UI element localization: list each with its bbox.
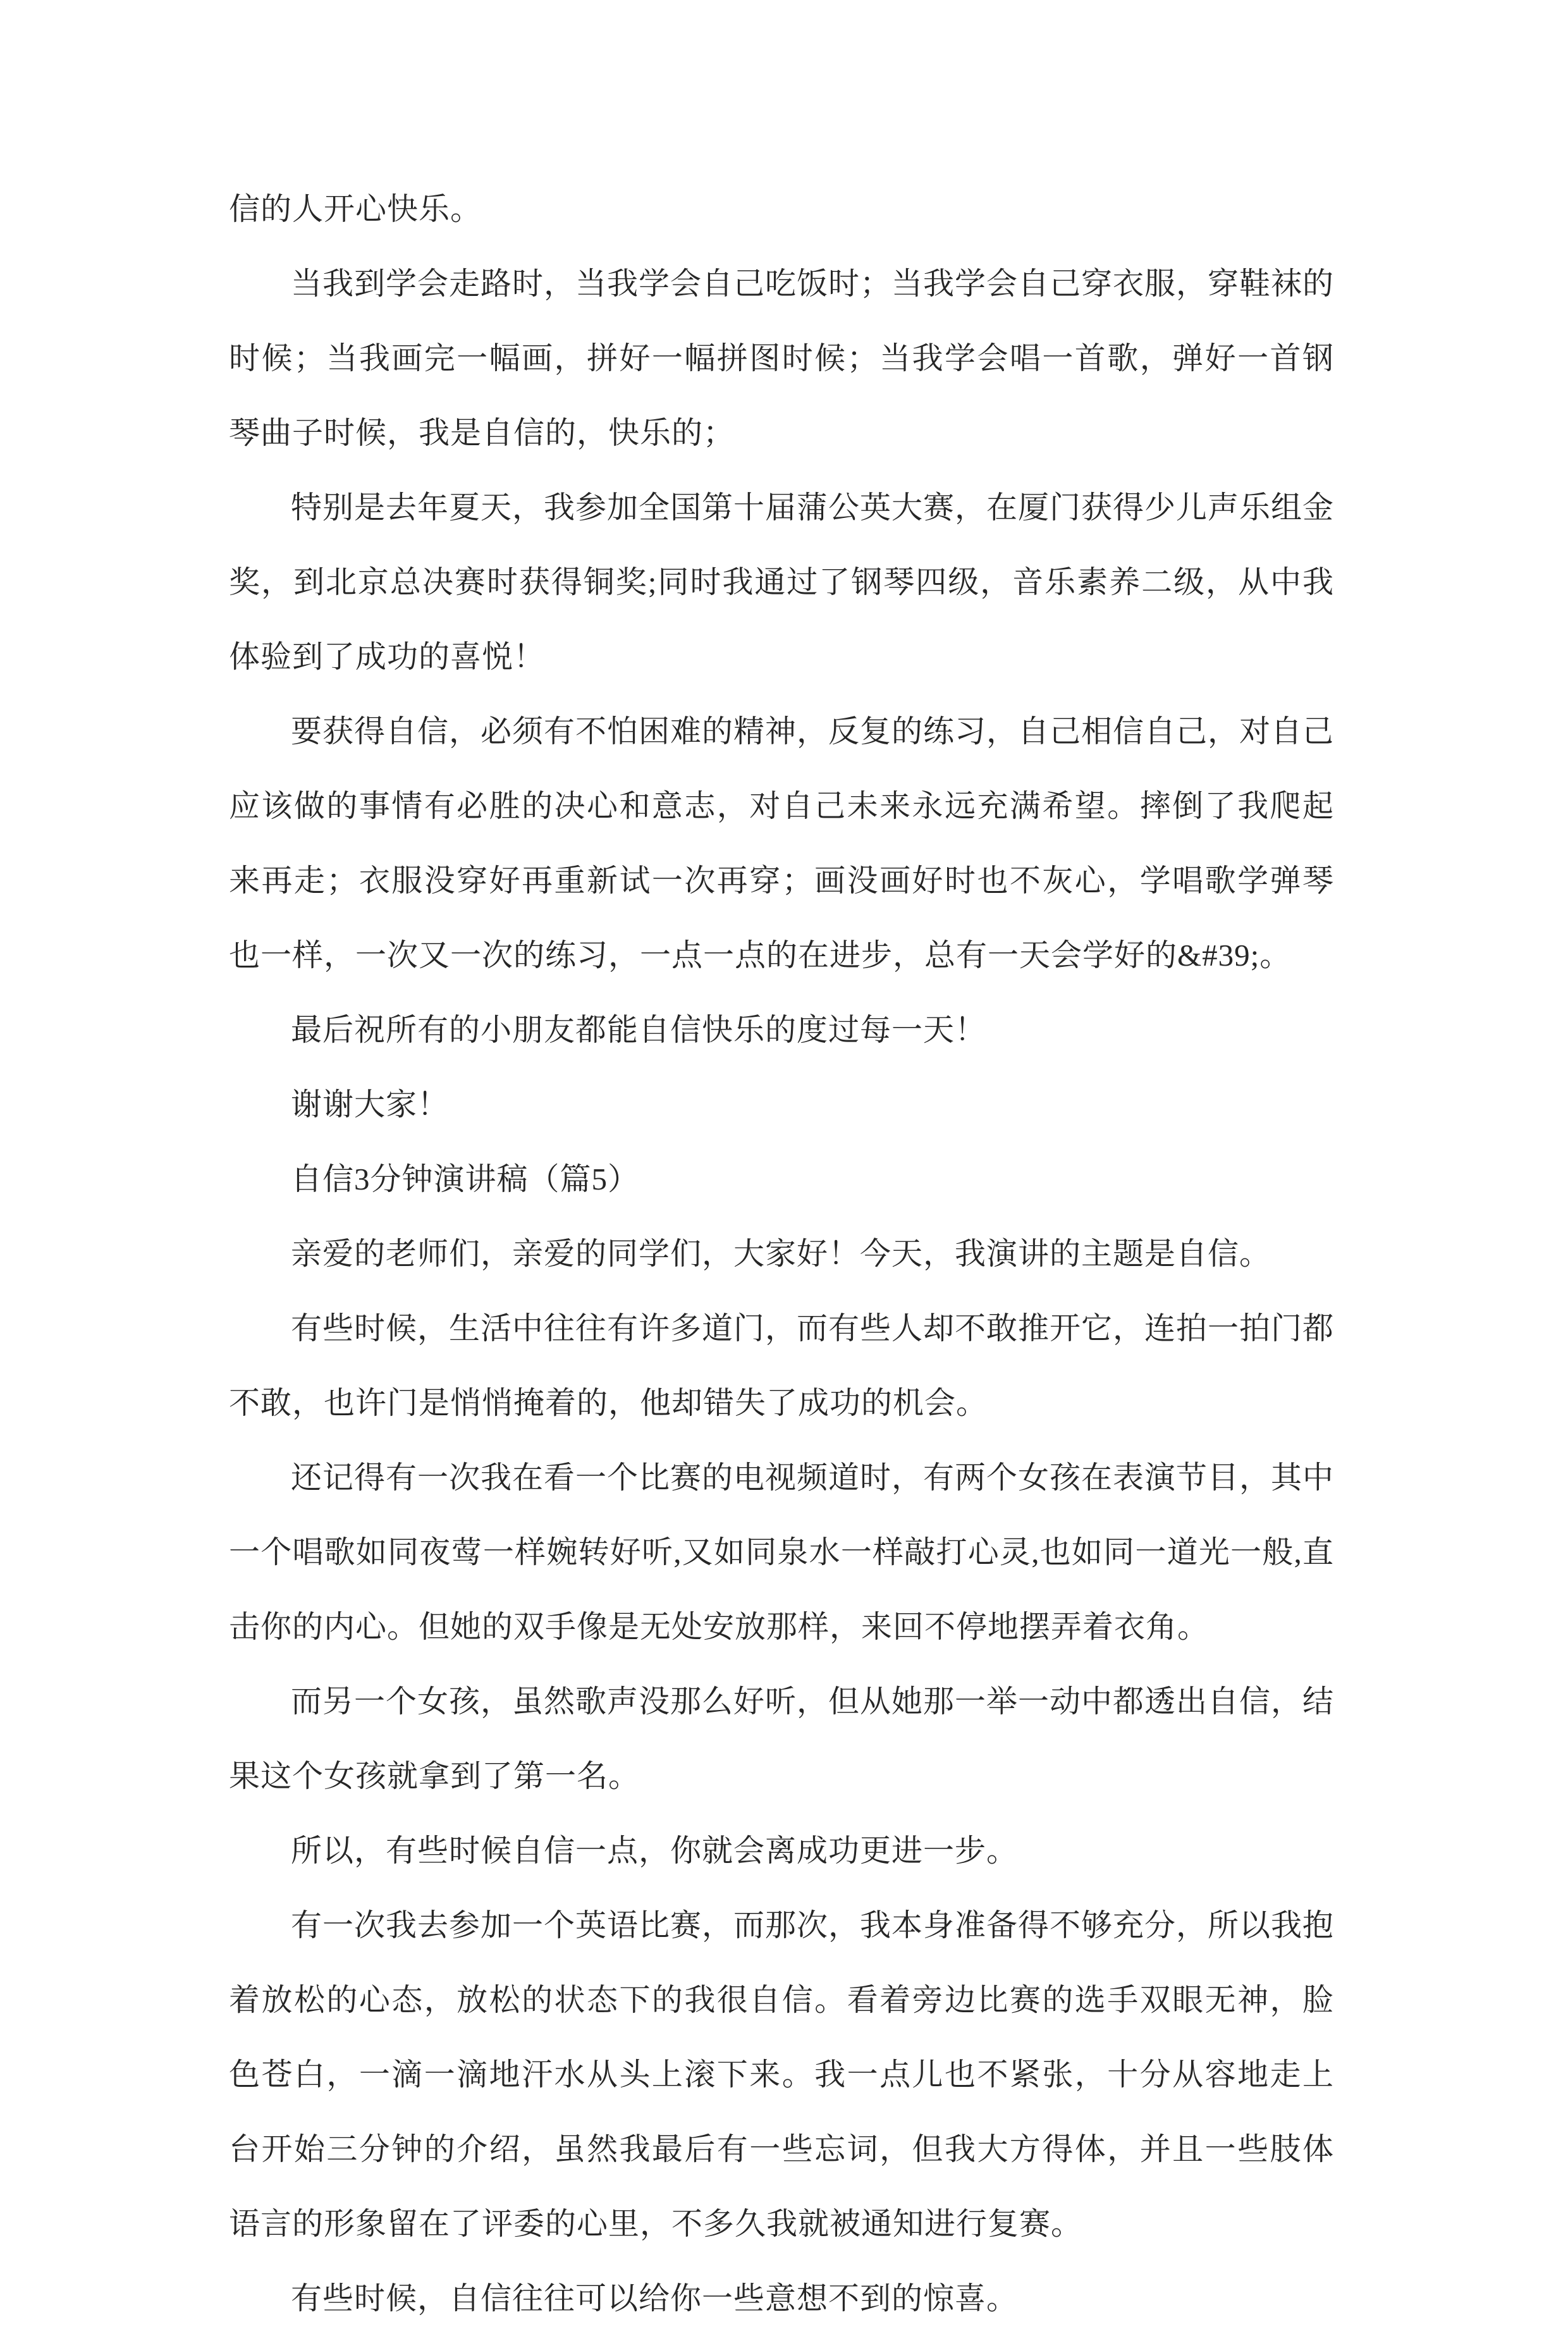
paragraph: 特别是去年夏天，我参加全国第十届蒲公英大赛，在厦门获得少儿声乐组金奖，到北京总决赛时获得铜奖;同时我通过了钢琴四级，音乐素养二级，从中我体验到了成功的喜悦！ xyxy=(229,490,1335,674)
paragraph: 而另一个女孩，虽然歌声没那么好听，但从她那一举一动中都透出自信，结果这个女孩就拿到了第一名。 xyxy=(229,1684,1335,1793)
paragraph: 有些时候，自信往往可以给你一些意想不到的惊喜。 xyxy=(291,2281,1019,2316)
paragraph: 有一次我去参加一个英语比赛，而那次，我本身准备得不够充分，所以我抱着放松的心态，放松的状态下的我很自信。看着旁边比赛的选手双眼无神，脸色苍白，一滴一滴地汗水从头上滚下来。我一点儿也不紧张，十分从容地走上台开始三分钟的介绍，虽然我最后有一些忘词，但我大方得体，并且一些肢体语言的形象留在了评委的心里，不多久我就被通知进行复赛。 xyxy=(229,1908,1335,2241)
paragraph: 亲爱的老师们，亲爱的同学们，大家好！今天，我演讲的主题是自信。 xyxy=(291,1236,1271,1271)
document-body xyxy=(229,172,1334,2336)
paragraph: 谢谢大家！ xyxy=(291,1087,450,1122)
paragraph: 有些时候，生活中往往有许多道门，而有些人却不敢推开它，连拍一拍门都不敢，也许门是悄悄掩着的，他却错失了成功的机会。 xyxy=(229,1311,1335,1420)
paragraph: 信的人开心快乐。 xyxy=(229,192,482,226)
section-heading: 自信3分钟演讲稿（篇5） xyxy=(291,1162,640,1196)
paragraph: 当我到学会走路时，当我学会自己吃饭时；当我学会自己穿衣服，穿鞋袜的时候；当我画完一幅画，拼好一幅拼图时候；当我学会唱一首歌，弹好一首钢琴曲子时候，我是自信的，快乐的； xyxy=(229,266,1335,450)
paragraph: 要获得自信，必须有不怕困难的精神，反复的练习，自己相信自己，对自己应该做的事情有必胜的决心和意志，对自己未来永远充满希望。摔倒了我爬起来再走；衣服没穿好再重新试一次再穿；画没画好时也不灰心，学唱歌学弹琴也一样，一次又一次的练习，一点一点的在进步，总有一天会学好的&#39;。 xyxy=(229,714,1335,973)
paragraph: 还记得有一次我在看一个比赛的电视频道时，有两个女孩在表演节目，其中一个唱歌如同夜莺一样婉转好听,又如同泉水一样敲打心灵,也如同一道光一般,直击你的内心。但她的双手像是无处安放那样，来回不停地摆弄着衣角。 xyxy=(229,1460,1335,1644)
paragraph: 所以，有些时候自信一点，你就会离成功更进一步。 xyxy=(291,1833,1019,1868)
paragraph: 最后祝所有的小朋友都能自信快乐的度过每一天！ xyxy=(291,1012,987,1047)
